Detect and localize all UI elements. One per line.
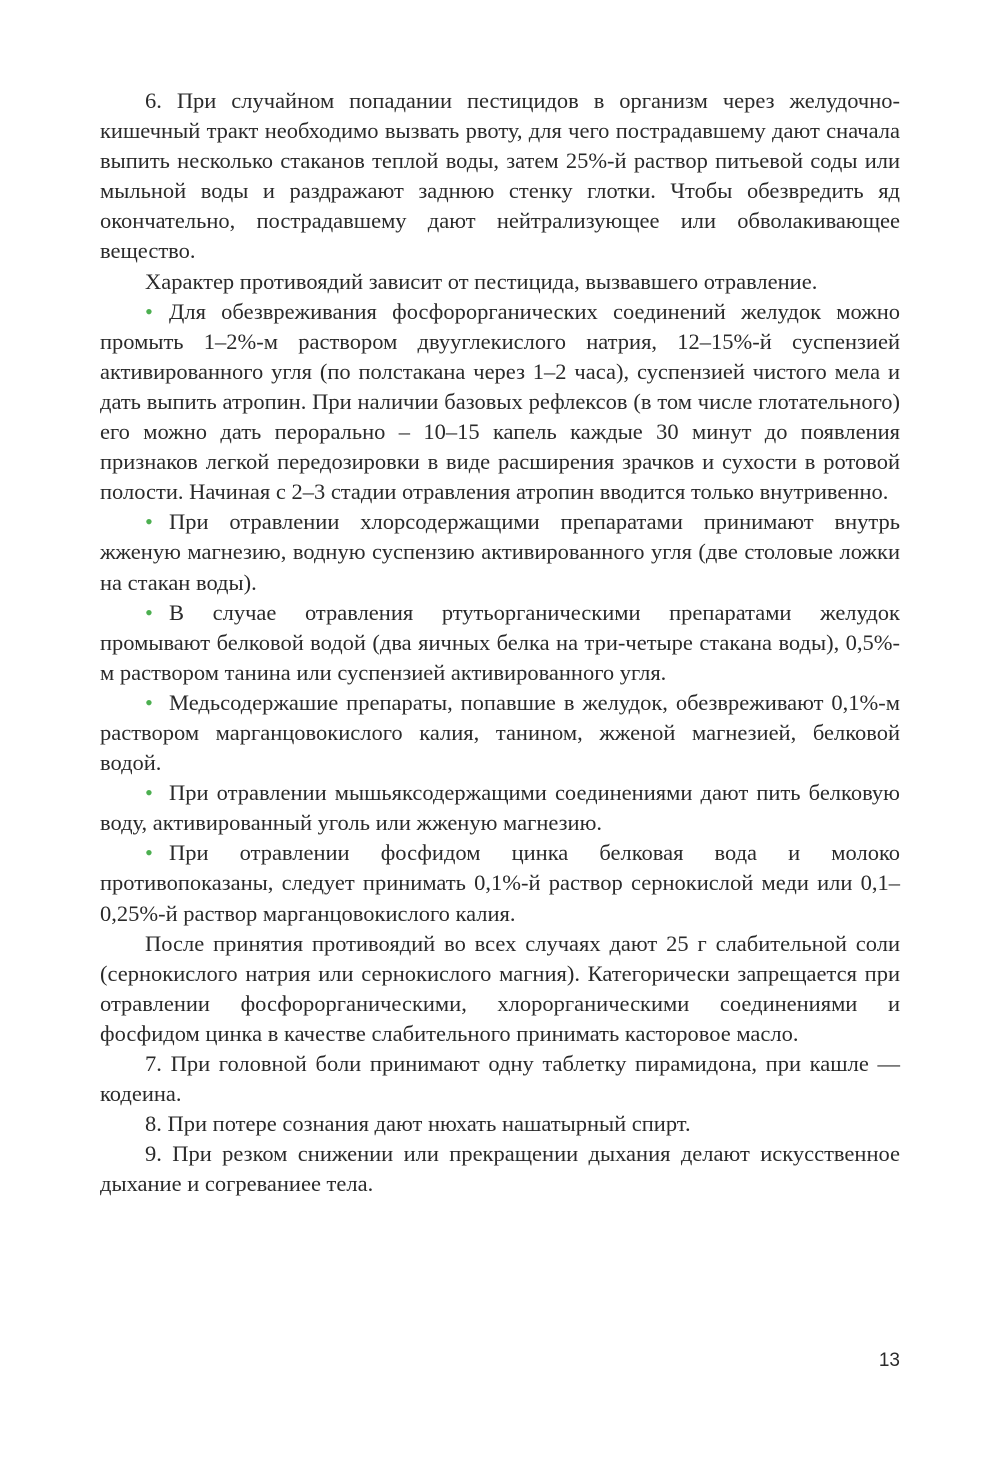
page-body xyxy=(100,86,900,1199)
bullet-paragraph-mercury xyxy=(100,598,900,688)
bullet-icon: • xyxy=(145,689,153,715)
paragraph-8: 8. При потере сознания дают нюхать нашатырный спирт. xyxy=(145,1111,691,1137)
bullet-icon: • xyxy=(145,509,153,535)
paragraph-text: При отравлении мышьяксодержащими соединениями дают пить белковую воду, активированный уголь или жженую магнезию. xyxy=(100,780,900,836)
bullet-paragraph-chlorine xyxy=(100,507,900,597)
paragraph-1: 6. При случайном попадании пестицидов в организм через желудочно-кишечный тракт необходимо вызвать рвоту, для чего пострадавшему дают сначала выпить несколько стаканов теплой воды, затем 25%-й раствор питьевой соды или мыльной воды и раздражают заднюю стенку глотки. Чтобы обезвредить яд окончательно, пострадавшему дают нейтрализующее или обволакивающее вещество. xyxy=(100,88,900,264)
bullet-icon: • xyxy=(145,599,153,625)
paragraph-2: Характер противоядий зависит от пестицида, вызвавшего отравление. xyxy=(145,268,818,294)
paragraph-laxative: После принятия противоядий во всех случаях дают 25 г слабительной соли (сернокислого натрия или сернокислого магния). Категорически запрещается при отравлении фосфорорганическими, хлорорганическими соединениями и фосфидом цинка в качестве слабительного принимать касторовое масло. xyxy=(100,930,900,1046)
paragraph-9: 9. При резком снижении или прекращении дыхания делают искусственное дыхание и согреваниее тела. xyxy=(100,1141,900,1197)
bullet-paragraph-zinc-phosphide xyxy=(100,838,900,928)
paragraph-text: При отравлении хлорсодержащими препаратами принимают внутрь жженую магнезию, водную суспензию активированного угля (две столовые ложки на стакан воды). xyxy=(100,509,900,595)
page-number: 13 xyxy=(878,1350,900,1371)
bullet-icon: • xyxy=(145,298,153,324)
paragraph-text: В случае отравления ртутьорганическими препаратами желудок промывают белковой водой (два яичных белка на три-четыре стакана воды), 0,5%-м раствором танина или суспензией активированного угля. xyxy=(100,599,900,685)
bullet-icon: • xyxy=(145,780,153,806)
bullet-paragraph-organophosphorus xyxy=(100,297,900,508)
paragraph-7: 7. При головной боли принимают одну таблетку пирамидона, при кашле — кодеина. xyxy=(100,1051,900,1107)
paragraph-text: Для обезвреживания фосфорорганических соединений желудок можно промыть 1–2%-м раствором двууглекислого натрия, 12–15%-й суспензией активированного угля (по полстакана через 1–2 часа), суспензией чистого мела и дать выпить атропин. При наличии базовых рефлексов (в том числе глотательного) его можно дать перорально – 10–15 капель каждые 30 минут до появления признаков легкой передозировки в виде расширения зрачков и сухости в ротовой полости. Начиная с 2–3 стадии отравления атропин вводится только внутривенно. xyxy=(100,298,900,505)
bullet-icon: • xyxy=(145,840,153,866)
paragraph-text: Медьсодержашие препараты, попавшие в желудок, обезвреживают 0,1%-м раствором марганцовокислого калия, танином, жженой магнезией, белковой водой. xyxy=(100,689,900,776)
paragraph-text: При отравлении фосфидом цинка белковая вода и молоко противопоказаны, следует принимать 0,1%-й раствор сернокислой меди или 0,1–0,25%-й раствор марганцовокислого калия. xyxy=(100,840,900,926)
bullet-paragraph-copper xyxy=(100,688,900,778)
bullet-paragraph-arsenic xyxy=(100,778,900,838)
